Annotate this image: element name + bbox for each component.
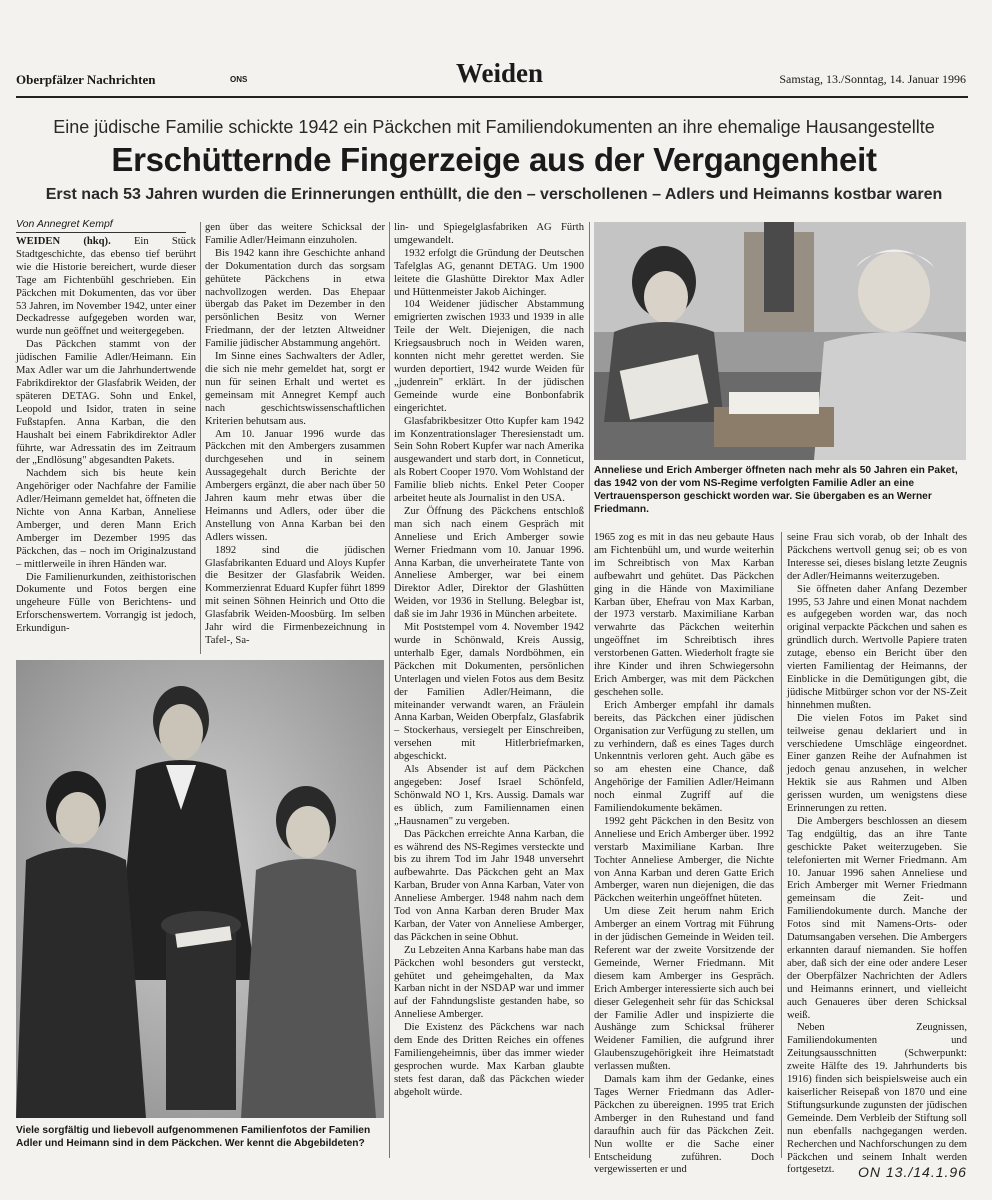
paragraph: Glasfabrikbesitzer Otto Kupfer kam 1942 im Konzentrationslager Theresienstadt um. Sein Sohn Robert Kupfer war nach Amerika ausgewandert und starb dort, in Conneticut, als Robert Cooper 1970. Vom Wohlstand der Familie blieb nichts. Enkel Peter Cooper arbeitet heute als Journalist in den USA.	[394, 415, 584, 505]
article-headline: Erschütternde Fingerzeige aus der Vergangenheit	[111, 141, 877, 178]
column-rule	[781, 532, 782, 1158]
column-4	[594, 532, 774, 1176]
paragraph: Das Päckchen erreichte Anna Karban, die es während des NS-Regimes versteckte und bis zu ihrem Tod im Jahr 1948 unversehrt aufbewahrte. Das Päckchen geht an Max Karban, Bruder von Anna Karban, Vater von Anneliese Amberger. 1948 nahm nach dem Tod von Anna Karban deren Bruder Max Karban, der Vater von Anneliese Amberger, das Päckchen in seine Obhut.	[394, 828, 584, 943]
paragraph: Neben Zeugnissen, Familiendokumenten und Zeitungsausschnitten (Schwerpunkt: zweite Hälfte des 19. Jahrhunderts bis 1916) finden sich beispielsweise auch ein kaiserlicher Reisepaß von 1870 und eine Stiftungsurkunde zugunsten der jüdischen Gemeinde. Dem Verbleib der Stiftung soll nun ebenfalls nachgegangen werden. Recherchen und Nachforschungen zu dem Päckchen und seinem Inhalt werden fortgesetzt.	[787, 1022, 967, 1176]
paragraph: Damals kam ihm der Gedanke, eines Tages Werner Friedmann das Adler-Päckchen zu übereignen. 1995 trat Erich Amberger in den Ruhestand und fand daraufhin auch für das Päckchen Zeit. Nun wollte er die Sache einer Entscheidung zuführen. Doch vergewisserten er und	[594, 1074, 774, 1176]
section-city: Weiden	[456, 58, 544, 88]
edition-code: ONS	[230, 75, 248, 84]
masthead	[16, 60, 976, 94]
paragraph: gen über das weitere Schicksal der Familie Adler/Heimann einzuholen.	[205, 222, 385, 246]
photo-family-caption: Viele sorgfältig und liebevoll aufgenommenen Familienfotos der Familien Adler und Heimann sind in dem Päckchen. Wer kennt die Abgebildeten?	[16, 1125, 371, 1149]
paragraph: Am 10. Januar 1996 wurde das Päckchen mit den Ambergers zusammen durchgesehen und in seinem Aussagegehalt durch Berichte der Ambergers ergänzt, die aber nach über 50 Jahren kaum mehr etwas über die Heimanns und Adlers, oder über die Anstellung von Anna Karban bei den Adlers wissen.	[205, 428, 385, 543]
paragraph: lin- und Spiegelglasfabriken AG Fürth umgewandelt.	[394, 222, 584, 246]
paragraph: Zu Lebzeiten Anna Karbans habe man das Päckchen wohl besonders gut versteckt, gehütet und geheimgehalten, da Max Karban nicht in der NSDAP war und immer auf der Fahndungsliste gestanden habe, so Anneliese Amberger.	[394, 944, 584, 1021]
handwritten-note: ON 13./14.1.96	[858, 1164, 967, 1180]
paragraph: Mit Poststempel vom 4. November 1942 wurde in Schönwald, Kreis Aussig, unterhalb Eger, damals Nordböhmen, ein Päckchen mit Dokumenten, persönlichen Unterlagen und vielen Fotos aus dem Besitz der Familien Adler/Heimann, die miteinander verwandt waren, an Fräulein Anna Karban, Weiden Oberpfalz, Glasfabrik – Stockerhaus, versiegelt per Einschreiben, versehen mit Hitlerbriefmarken, abgeschickt.	[394, 622, 584, 763]
paragraph: 1992 geht Päckchen in den Besitz von Anneliese und Erich Amberger über. 1992 verstarb Maximiliane Karban. Ihre Tochter Anneliese Amberger, die Nichte von Anna Karban und deren Gatte Erich Amberger, waren nun diejenigen, die das Päckchen weiterhin ungeöffnet hüteten.	[594, 815, 774, 905]
photo-ambergers-caption: Anneliese und Erich Amberger öffneten nach mehr als 50 Jahren ein Paket, das 1942 von der vom NS-Regime verfolgten Familie Adler an eine Vertrauensperson geschickt worden war. Sie übergaben es an Werner Friedmann.	[594, 465, 958, 515]
column-rule	[589, 222, 590, 1158]
paragraph: Als Absender ist auf dem Päckchen angegeben: Josef Israel Schönfeld, Schönwald NO 1, Krs. Aussig. Damals war es üblich, zum Familiennamen einen „Hausnamen" zu vergeben.	[394, 764, 584, 827]
paragraph: Bis 1942 kann ihre Geschichte anhand der Dokumentation durch das sorgsam gehütete Päckchens in etwa nachvollzogen werden. Das Ehepaar übergab das Paket im Dezember in den persönlichen Besitz von Werner Friedmann, der der letzten Altweidner Familie jüdischer Abstammung angehört.	[205, 247, 385, 350]
article-kicker: Eine jüdische Familie schickte 1942 ein Päckchen mit Familiendokumenten an ihre ehemalige Hausangestellte	[53, 117, 935, 137]
paragraph: seine Frau sich vorab, ob der Inhalt des Päckchens wertvoll genug sei; ob es von Interesse sei, dieses bislang letzte Zeugnis der Adler/Heimanns weiterzugeben.	[787, 532, 967, 582]
paragraph: Nachdem sich bis heute kein Angehöriger oder Nachfahre der Familie Adler/Heimann gemeldet hat, öffneten die Nichte von Anna Karban, Anneliese Amberger, und deren Mann Erich Amberger im Dezember 1995 das Päckchen, das – noch im Originalzustand – mittlerweile in ihren Händen war.	[16, 468, 196, 570]
photo-ambergers-image	[594, 222, 966, 460]
paragraph: Die Familienurkunden, zeithistorischen Dokumente und Fotos bergen eine ungeheure Fülle von Berichtens- und Erforschenswertem. Vorrangig ist jedoch, Erkundigun-	[16, 571, 196, 635]
paragraph: 1892 sind die jüdischen Glasfabrikanten Eduard und Aloys Kupfer die Besitzer der Glasfabrik Weiden. Kommerzienrat Eduard Kupfer führt 1899 mit seinen Söhnen Heinrich und Otto die Glasfabrik Weiden-Moosbürg. Im selben Jahr wird die Firmenbezeichnung in Tafel-, Sa-	[205, 544, 385, 646]
paragraph: 1932 erfolgt die Gründung der Deutschen Tafelglas AG, genannt DETAG. Um 1900 leitete die Glashütte Direktor Max Adler und Hüttenmeister Jakob Aichinger.	[394, 247, 584, 298]
paragraph: 104 Weidener jüdischer Abstammung emigrierten zwischen 1933 und 1939 in alle Teile der Welt. Diejenigen, die nach Kriegsausbruch noch in Weiden waren, konnten nicht mehr gerettet werden. Sie wurden deportiert, 1942 wurde Weiden für „judenrein" erklärt. In der jüdischen Gemeinde wurde eine Bonbonfabrik eingerichtet.	[394, 299, 584, 414]
column-2	[205, 222, 385, 654]
photo-family-image	[16, 660, 384, 1118]
paragraph: Die Ambergers beschlossen an diesem Tag endgültig, das an ihre Tante geschickte Paket weiterzugeben. Sie telefonierten mit Werner Friedmann. Am 10. Januar 1996 sahen Anneliese und Erich Amberger mit Werner Friedmann gemeinsam die Zeit- und Familiendokumente durch. Manche der Fotos sind mit Namens-Orts- oder Datumsangaben versehen. Die Ambergers erkannten darauf niemanden. Sie hoffen aber, daß sich der eine oder andere Leser der Oberpfälzer Nachrichten der Adlers und Heimanns erinnert, und vielleicht auch Genaueres über deren Schicksal weiß.	[787, 815, 967, 1021]
paragraph: Die Existenz des Päckchens war nach dem Ende des Dritten Reiches ein offenes Familiengeheimnis, über das immer wieder gesprochen wurde. Max Karban glaubte stets fest daran, daß das Päckchen wieder abgeholt würde.	[394, 1022, 584, 1098]
issue-date: Samstag, 13./Sonntag, 14. Januar 1996	[779, 72, 966, 86]
column-3	[394, 222, 584, 1158]
column-rule	[389, 222, 390, 1158]
photo-ambergers	[594, 222, 966, 460]
paragraph: Zur Öffnung des Päckchens entschloß man sich nach einem Gespräch mit Anneliese und Erich Amberger sowie Werner Friedmann vom 10. Januar 1996. Anna Karban, die unverheiratete Tante von Anneliese Amberger, war bei einem Direktor Adler, Direktor der Glashütten Weiden, vor 1936 in Stellung. Belegbar ist, daß sie im Jahr 1936 in München arbeitete.	[394, 505, 584, 621]
masthead-rule	[16, 96, 968, 98]
dateline: WEIDEN (hkq).	[16, 236, 111, 247]
paragraph: Das Päckchen stammt von der jüdischen Familie Adler/Heimann. Ein Max Adler war um die Jahrhundertwende Fabrikdirektor der Glasfabrik Weiden, der späteren DETAG. Sohn und Enkel, Leopold und Isidor, traten in seine Fußstapfen. Anna Karban, die den Haushalt bei einem Fabrikdirektor Adler führte, war Adressatin des im Zeitraum der „Endlösung" abgesandten Pakets.	[16, 339, 196, 467]
paragraph: Im Sinne eines Sachwalters der Adler, die sich nie mehr gemeldet hat, sorgt er nun für seinen Erhalt und wertet es gemeinsam mit Annegret Kempf auch nach geschichtswissenschaftlichen Kriterien behutsam aus.	[205, 351, 385, 427]
paper-name: Oberpfälzer Nachrichten	[16, 72, 156, 87]
article-subhead: Erst nach 53 Jahren wurden die Erinnerungen enthüllt, die den – verschollenen – Adlers und Heimanns kostbar waren	[45, 186, 943, 203]
paragraph: Die vielen Fotos im Paket sind teilweise genau deklariert und in verschiedene Umschläge eingeordnet. Einer ganzen Reihe der Aufnahmen ist jedoch genau anzusehen, in welcher Hektik sie aus Rahmen und Alben gerissen wurden, um wenigstens diese Erinnerungen zu retten.	[787, 712, 967, 815]
paragraph: 1965 zog es mit in das neu gebaute Haus am Fichtenbühl um, und wurde weiterhin im Schreibtisch von Max Karban aufbewahrt und gehütet. Das Päckchen ging in die Hände von Maximiliane Karban über, Ehefrau von Max Karban, der 1973 verstarb. Maximiliane Karban verwahrte das Päckchen weiterhin ungeöffnet im Schreibtisch ihres verstorbenen Gatten. Wiederholt fragte sie ihre Kinder und ihren Schwiegersohn Erich Amberger, was mit dem Päckchen geschehen solle.	[594, 532, 774, 698]
photo-family	[16, 660, 384, 1118]
column-1	[16, 236, 196, 654]
paragraph: Um diese Zeit herum nahm Erich Amberger an einem Vortrag mit Führung in der jüdischen Gemeinde in Weiden teil. Referent war der zweite Vorsitzende der Gemeinde, Werner Friedmann. Mit diesem kam Amberger ins Gespräch. Erich Amberger interessierte sich auch bei dieser Gelegenheit sehr für das Schicksal der Familie Adler und inspizierte die Aushänge zum Schicksal früherer Weidener Familien, die aufgrund ihrer Glaubenszugehörigkeit ihre Heimatstadt verlassen mußten.	[594, 906, 774, 1073]
column-rule	[200, 222, 201, 654]
paragraph: Erich Amberger empfahl ihr damals bereits, das Päckchen einer jüdischen Organisation zur Verfügung zu stellen, um zu verhindern, daß es eines Tages durch Unkenntnis verloren geht. Auch gäbe es so am ehesten eine Chance, daß Angehörige der Familien Adler/Heimann noch einmal Zugriff auf die Familiendokumente bekämen.	[594, 699, 774, 815]
paragraph: WEIDEN (hkq). Ein Stück Stadtgeschichte, das ebenso tief berührt wie die Historie bereichert, wurde dieser Tage am Fichtenbühl geschrieben. Ein Päckchen mit Dokumenten, das vor über 53 Jahren, im November 1942, unter einer Deckadresse aufgegeben worden war, wurde nun geöffnet und weitergegeben.	[16, 236, 196, 338]
paragraph: Sie öffneten daher Anfang Dezember 1995, 53 Jahre und einen Monat nachdem es aufgegeben worden war, das noch original verpackte Päckchen und sahen es gründlich durch. Wertvolle Papiere traten zutage, ebenso ein Bericht über den vierten Familientag der Heimanns, der Einblicke in die Demütigungen gibt, die jüdische Mitbürger schon vor der NS-Zeit hinnehmen mußten.	[787, 583, 967, 711]
byline: Von Annegret Kempf	[16, 218, 186, 233]
